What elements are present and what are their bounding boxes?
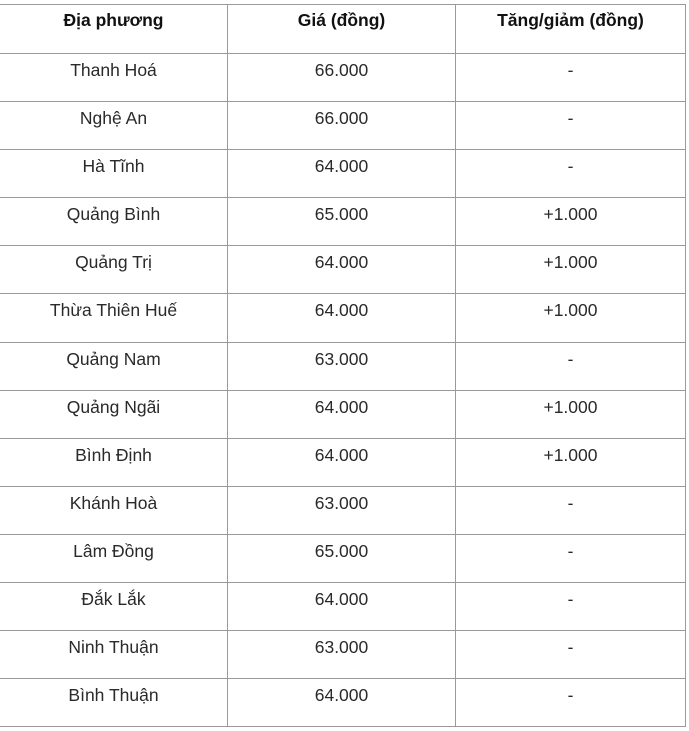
- cell-price: 66.000: [228, 54, 456, 102]
- table-row: [0, 438, 686, 486]
- cell-change: -: [456, 534, 686, 582]
- cell-price: 64.000: [228, 438, 456, 486]
- cell-region: Bình Thuận: [0, 679, 228, 727]
- table-row: [0, 631, 686, 679]
- table-row: [0, 246, 686, 294]
- cell-change: +1.000: [456, 246, 686, 294]
- cell-region: Khánh Hoà: [0, 486, 228, 534]
- cell-region: Bình Định: [0, 438, 228, 486]
- table-row: [0, 342, 686, 390]
- cell-change: -: [456, 102, 686, 150]
- cell-region: Quảng Bình: [0, 198, 228, 246]
- cell-region: Quảng Ngãi: [0, 390, 228, 438]
- cell-change: +1.000: [456, 294, 686, 342]
- cell-change: -: [456, 486, 686, 534]
- cell-price: 66.000: [228, 102, 456, 150]
- cell-region: Thanh Hoá: [0, 54, 228, 102]
- table-row: [0, 390, 686, 438]
- cell-price: 64.000: [228, 246, 456, 294]
- table-row: [0, 294, 686, 342]
- header-price: Giá (đồng): [228, 5, 456, 54]
- cell-change: -: [456, 631, 686, 679]
- cell-region: Thừa Thiên Huế: [0, 294, 228, 342]
- cell-price: 64.000: [228, 583, 456, 631]
- cell-price: 64.000: [228, 679, 456, 727]
- cell-region: Nghệ An: [0, 102, 228, 150]
- cell-change: -: [456, 342, 686, 390]
- table-row: [0, 679, 686, 727]
- cell-change: -: [456, 54, 686, 102]
- header-change: Tăng/giảm (đồng): [456, 5, 686, 54]
- table-row: [0, 54, 686, 102]
- table-row: [0, 583, 686, 631]
- cell-change: -: [456, 679, 686, 727]
- cell-price: 65.000: [228, 198, 456, 246]
- cell-price: 64.000: [228, 294, 456, 342]
- cell-region: Quảng Nam: [0, 342, 228, 390]
- cell-price: 63.000: [228, 342, 456, 390]
- cell-change: -: [456, 583, 686, 631]
- cell-region: Đắk Lắk: [0, 583, 228, 631]
- table-row: [0, 486, 686, 534]
- cell-region: Hà Tĩnh: [0, 150, 228, 198]
- header-row: [0, 5, 686, 54]
- cell-price: 63.000: [228, 486, 456, 534]
- cell-change: -: [456, 150, 686, 198]
- table-body: [0, 54, 686, 727]
- cell-price: 65.000: [228, 534, 456, 582]
- header-region: Địa phương: [0, 5, 228, 54]
- table-header: [0, 5, 686, 54]
- cell-region: Quảng Trị: [0, 246, 228, 294]
- table-row: [0, 198, 686, 246]
- cell-change: +1.000: [456, 390, 686, 438]
- cell-region: Ninh Thuận: [0, 631, 228, 679]
- cell-price: 64.000: [228, 390, 456, 438]
- cell-change: +1.000: [456, 198, 686, 246]
- cell-region: Lâm Đồng: [0, 534, 228, 582]
- pig-price-table: [0, 4, 686, 727]
- table-row: [0, 534, 686, 582]
- cell-change: +1.000: [456, 438, 686, 486]
- cell-price: 64.000: [228, 150, 456, 198]
- table-row: [0, 102, 686, 150]
- cell-price: 63.000: [228, 631, 456, 679]
- table-row: [0, 150, 686, 198]
